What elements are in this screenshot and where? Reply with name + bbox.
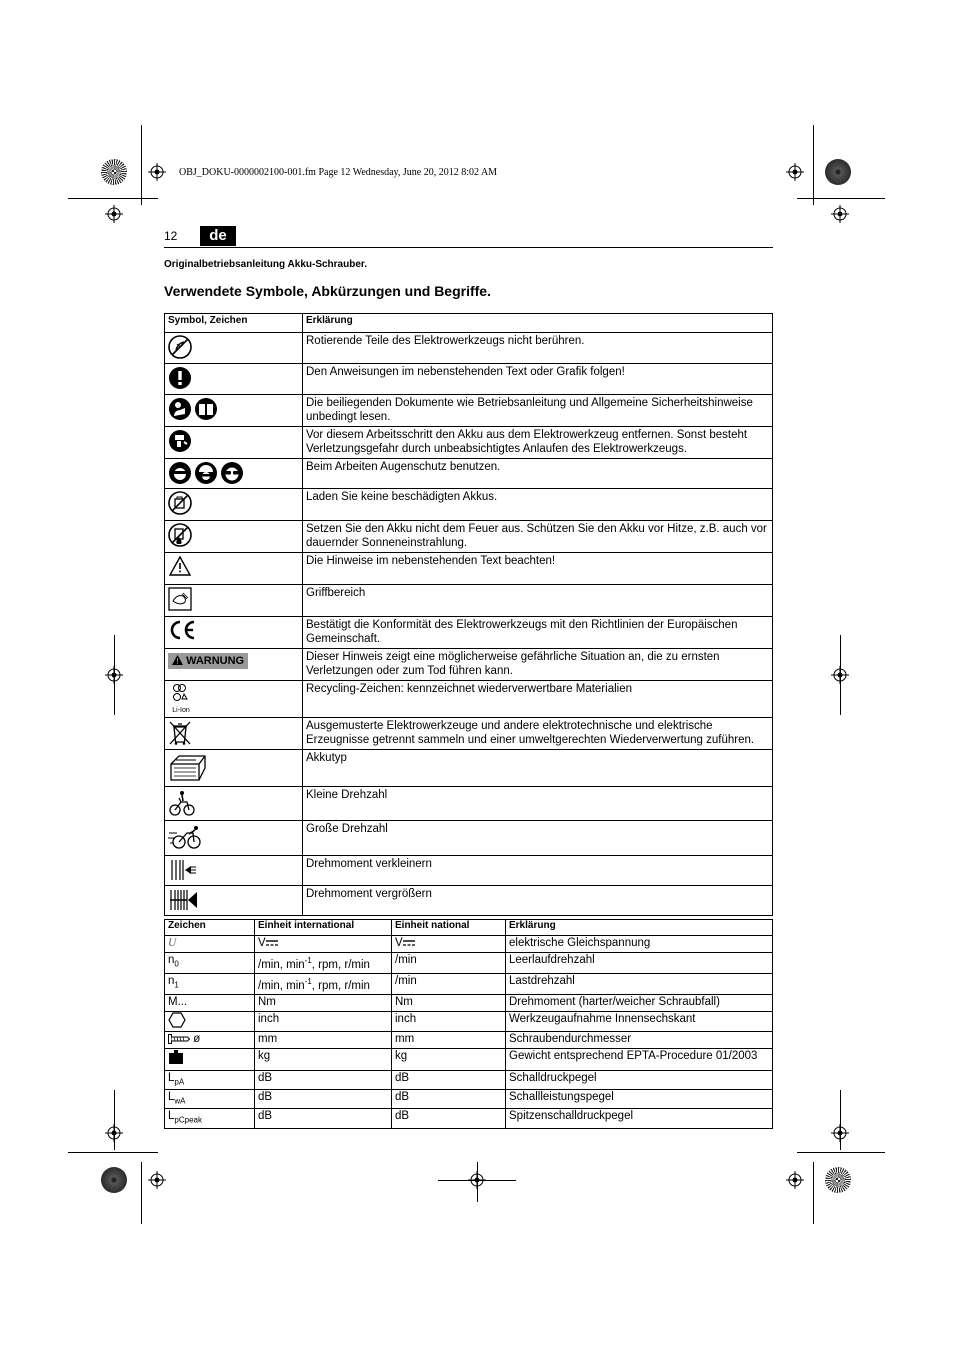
symbol-row: [165, 821, 773, 856]
symbol-cell: [165, 649, 303, 681]
registration-crosshair-icon: [148, 1171, 166, 1189]
unit-row: [165, 1011, 773, 1031]
symbol-description: Beim Arbeiten Augenschutz benutzen.: [303, 459, 773, 489]
unit-national: dB: [392, 1109, 506, 1128]
column-header: Symbol, Zeichen: [165, 314, 303, 333]
symbol-row: [165, 459, 773, 489]
unit-description: Gewicht entsprechend EPTA-Procedure 01/2003: [506, 1048, 773, 1070]
symbol-cell: [165, 333, 303, 364]
eye-protection-icon: [168, 464, 246, 481]
grip-area-icon: [168, 590, 194, 607]
symbol-cell: [165, 364, 303, 395]
registration-rosette-icon: [825, 1167, 851, 1193]
column-header: Erklärung: [303, 314, 773, 333]
manual-subtitle: Originalbetriebsanleitung Akku-Schrauber.: [164, 259, 368, 270]
symbol-description: Dieser Hinweis zeigt eine möglicherweise gefährliche Situation an, die zu ernsten Verletzungen oder zum Tod führen kann.: [303, 649, 773, 681]
symbol-description: Setzen Sie den Akku nicht dem Feuer aus. Schützen Sie den Akku vor Hitze, z.B. auch vor dauernder Sonneneinstrahlung.: [303, 521, 773, 553]
exclamation-icon: [168, 369, 194, 386]
symbol-row: [165, 787, 773, 821]
no-fire-icon: [168, 526, 194, 543]
dc-icon: [403, 937, 415, 949]
symbol-description: Ausgemusterte Elektrowerkzeuge und andere elektrotechnische und elektrische Erzeugnisse getrennt sammeln und einer umweltgerechten Wiederverwertung zuführen.: [303, 718, 773, 750]
column-header: Einheit international: [255, 920, 392, 936]
unit-international: /min, $\min^{-1}$, rpm, r/min: [255, 953, 392, 974]
symbols-table-header: [165, 314, 773, 333]
column-header: Zeichen: [165, 920, 255, 936]
unit-row: [165, 973, 773, 994]
unit-sign: U: [165, 936, 255, 953]
unit-sign: [165, 1011, 255, 1031]
symbols-table: [164, 313, 773, 916]
unit-row: [165, 1109, 773, 1128]
unit-international: Nm: [255, 994, 392, 1011]
symbol-row: [165, 617, 773, 649]
unit-description: elektrische Gleichspannung: [506, 936, 773, 953]
unit-national: inch: [392, 1011, 506, 1031]
registration-crosshair-icon: [105, 666, 123, 684]
warning-triangle-icon: [168, 557, 194, 574]
battery-pack-icon: [168, 759, 210, 776]
symbol-cell: [165, 427, 303, 459]
unit-row: [165, 1089, 773, 1108]
unit-national: V: [392, 936, 506, 953]
symbol-description: Die beiliegenden Dokumente wie Betriebsanleitung und Allgemeine Sicherheitshinweise unbedingt lesen.: [303, 395, 773, 427]
symbol-cell: [165, 489, 303, 521]
symbol-cell: [165, 395, 303, 427]
registration-crosshair-icon: [105, 1124, 123, 1142]
unit-national: Nm: [392, 994, 506, 1011]
unit-description: Leerlaufdrehzahl: [506, 953, 773, 974]
unit-row: [165, 936, 773, 953]
symbol-description: Den Anweisungen im nebenstehenden Text oder Grafik folgen!: [303, 364, 773, 395]
registration-crosshair-icon: [786, 163, 804, 181]
symbol-row: [165, 364, 773, 395]
unit-description: Lastdrehzahl: [506, 973, 773, 994]
symbol-row: [165, 886, 773, 916]
symbol-row: [165, 489, 773, 521]
symbol-description: Laden Sie keine beschädigten Akkus.: [303, 489, 773, 521]
symbol-cell: [165, 681, 303, 718]
unit-description: Schalldruckpegel: [506, 1070, 773, 1089]
registration-rosette-icon: [825, 159, 851, 185]
symbol-description: Recycling-Zeichen: kennzeichnet wiederverwertbare Materialien: [303, 681, 773, 718]
symbol-description: Akkutyp: [303, 750, 773, 787]
symbol-cell: [165, 856, 303, 886]
symbol-row: [165, 750, 773, 787]
crossed-bin-icon: [168, 724, 194, 741]
symbol-description: Drehmoment verkleinern: [303, 856, 773, 886]
symbol-row: [165, 427, 773, 459]
symbol-description: Rotierende Teile des Elektrowerkzeugs nicht berühren.: [303, 333, 773, 364]
symbol-row: [165, 333, 773, 364]
symbol-row: [165, 585, 773, 617]
unit-description: Schraubendurchmesser: [506, 1031, 773, 1048]
no-damaged-battery-icon: [168, 494, 194, 511]
symbol-row: [165, 681, 773, 718]
unit-national: dB: [392, 1089, 506, 1108]
symbol-cell: [165, 585, 303, 617]
unit-sign: $n_0$: [165, 953, 255, 974]
symbol-description: Große Drehzahl: [303, 821, 773, 856]
units-table: [164, 919, 773, 1129]
symbol-row: [165, 395, 773, 427]
symbol-cell: [165, 886, 303, 916]
unit-national: /min: [392, 973, 506, 994]
dc-icon: [266, 937, 278, 949]
unit-sign: M...: [165, 994, 255, 1011]
unit-international: dB: [255, 1089, 392, 1108]
registration-crosshair-icon: [105, 205, 123, 223]
symbol-row: [165, 521, 773, 553]
recycle-label: Li-Ion: [172, 707, 190, 714]
unit-sign: $L_{pCpeak}$: [165, 1109, 255, 1128]
symbol-cell: [165, 459, 303, 489]
unit-description: Spitzenschalldruckpegel: [506, 1109, 773, 1128]
unit-row: [165, 1048, 773, 1070]
unit-description: Werkzeugaufnahme Innensechskant: [506, 1011, 773, 1031]
symbol-cell: [165, 821, 303, 856]
unit-row: [165, 994, 773, 1011]
fast-bicycle-icon: [168, 828, 204, 845]
symbol-cell: [165, 553, 303, 585]
language-tag: de: [200, 226, 236, 246]
symbol-cell: [165, 750, 303, 787]
symbol-row: [165, 649, 773, 681]
weight-icon: [168, 1051, 184, 1063]
symbol-row: [165, 553, 773, 585]
symbol-description: Kleine Drehzahl: [303, 787, 773, 821]
registration-crosshair-icon: [786, 1171, 804, 1189]
unit-row: [165, 1070, 773, 1089]
symbol-cell: [165, 787, 303, 821]
screw-icon: [168, 1033, 190, 1045]
symbol-row: [165, 718, 773, 750]
page-number: 12: [164, 229, 178, 243]
unit-sign: $L_{wA}$: [165, 1089, 255, 1108]
symbol-cell: [165, 617, 303, 649]
unit-sign: $n_1$: [165, 973, 255, 994]
unit-international: inch: [255, 1011, 392, 1031]
recycling-icon: [168, 690, 194, 714]
symbol-row: [165, 856, 773, 886]
slow-bicycle-icon: [168, 794, 198, 811]
unit-national: kg: [392, 1048, 506, 1070]
unit-international: kg: [255, 1048, 392, 1070]
read-manual-icon: [168, 400, 220, 417]
unit-description: Drehmoment (harter/weicher Schraubfall): [506, 994, 773, 1011]
symbol-cell: [165, 718, 303, 750]
remove-battery-icon: [168, 432, 194, 449]
torque-increase-icon: [168, 891, 202, 908]
warning-badge: WARNUNG: [168, 653, 248, 669]
unit-international: /min, $\min^{-1}$, rpm, r/min: [255, 973, 392, 994]
symbol-description: Drehmoment vergrößern: [303, 886, 773, 916]
symbol-description: Vor diesem Arbeitsschritt den Akku aus dem Elektrowerkzeug entfernen. Sonst besteht Verletzungsgefahr durch unbeabsichtigtes Anlaufen des Elektrowerkzeugs.: [303, 427, 773, 459]
unit-sign: $L_{pA}$: [165, 1070, 255, 1089]
registration-crosshair-icon: [831, 205, 849, 223]
registration-crosshair-icon: [148, 163, 166, 181]
registration-rosette-icon: [101, 1167, 127, 1193]
column-header: Einheit national: [392, 920, 506, 936]
symbol-cell: [165, 521, 303, 553]
unit-sign: [165, 1048, 255, 1070]
registration-crosshair-icon: [831, 1124, 849, 1142]
unit-international: dB: [255, 1070, 392, 1089]
unit-national: dB: [392, 1070, 506, 1089]
unit-international: dB: [255, 1109, 392, 1128]
registration-crosshair-icon: [831, 666, 849, 684]
torque-decrease-icon: [168, 861, 200, 878]
units-table-header: [165, 920, 773, 936]
ce-mark-icon: [168, 621, 198, 638]
symbol-description: Bestätigt die Konformität des Elektrowerkzeugs mit den Richtlinien der Europäischen Gemeinschaft.: [303, 617, 773, 649]
unit-row: [165, 1031, 773, 1048]
no-touch-rotating-icon: [168, 338, 194, 355]
registration-rosette-icon: [101, 159, 127, 185]
unit-sign: ø: [165, 1031, 255, 1048]
unit-row: [165, 953, 773, 974]
unit-national: mm: [392, 1031, 506, 1048]
symbol-description: Griffbereich: [303, 585, 773, 617]
unit-international: V: [255, 936, 392, 953]
column-header: Erklärung: [506, 920, 773, 936]
section-title: Verwendete Symbole, Abkürzungen und Begriffe.: [164, 283, 491, 299]
unit-international: mm: [255, 1031, 392, 1048]
print-file-info: OBJ_DOKU-0000002100-001.fm Page 12 Wednesday, June 20, 2012 8:02 AM: [179, 167, 498, 178]
unit-description: Schallleistungspegel: [506, 1089, 773, 1108]
symbol-description: Die Hinweise im nebenstehenden Text beachten!: [303, 553, 773, 585]
unit-national: /min: [392, 953, 506, 974]
hexagon-icon: [168, 1014, 186, 1026]
header-rule: [164, 247, 773, 248]
